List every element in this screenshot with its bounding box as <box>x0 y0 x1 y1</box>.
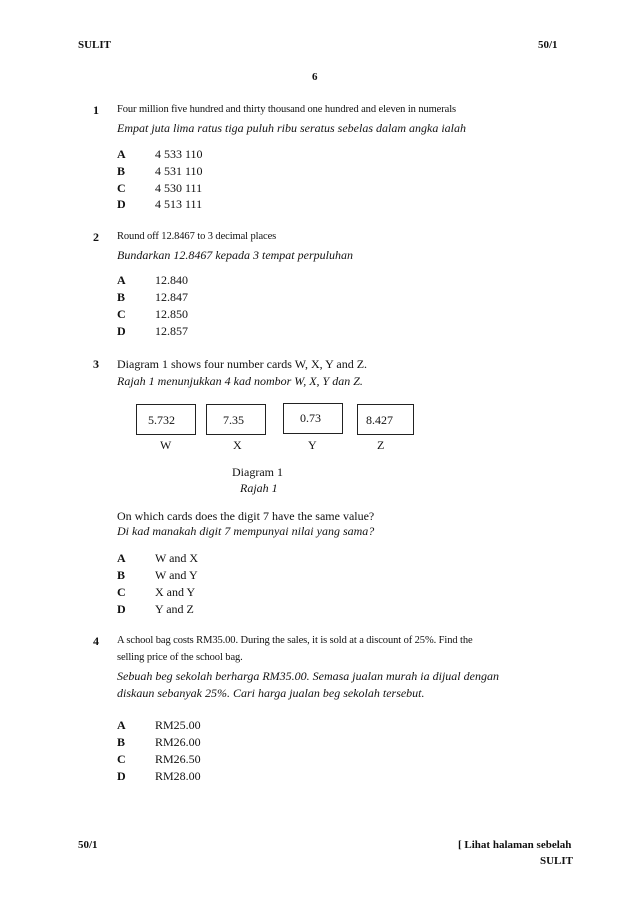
card-label-y: Y <box>308 438 317 452</box>
question-text-en-line2: selling price of the school bag. <box>117 652 243 663</box>
question-text-ms-line1: Sebuah beg sekolah berharga RM35.00. Semasa jualan murah ia dijual dengan <box>117 669 499 683</box>
card-label-x: X <box>233 438 242 452</box>
number-card-z <box>357 404 414 435</box>
card-value: 8.427 <box>366 413 393 427</box>
number-card-y <box>283 403 343 434</box>
footer-next-page: [ Lihat halaman sebelah <box>458 839 572 851</box>
option-letter: C <box>117 307 126 321</box>
card-value: 7.35 <box>223 413 244 427</box>
option-text: 12.857 <box>155 324 188 338</box>
question-number: 2 <box>93 230 99 244</box>
question-number: 1 <box>93 103 99 117</box>
option-text: 4 530 111 <box>155 181 203 195</box>
card-value: 0.73 <box>300 411 321 425</box>
question-text-en-line1: A school bag costs RM35.00. During the sales, it is sold at a discount of 25%. Find the <box>117 635 473 646</box>
diagram-caption: Diagram 1 <box>232 465 283 479</box>
option-text: 12.850 <box>155 307 188 321</box>
question-prompt-en: On which cards does the digit 7 have the same value? <box>117 509 375 523</box>
footer-classification: SULIT <box>540 855 574 867</box>
option-text: RM26.50 <box>155 752 201 766</box>
card-value: 5.732 <box>148 413 175 427</box>
option-letter: D <box>117 769 126 783</box>
option-text: RM26.00 <box>155 735 201 749</box>
card-label-w: W <box>160 438 172 452</box>
footer-paper-code: 50/1 <box>78 839 98 851</box>
option-text: RM28.00 <box>155 769 201 783</box>
diagram-caption-ms: Rajah 1 <box>240 481 278 495</box>
option-text: 12.840 <box>155 273 188 287</box>
page-number: 6 <box>312 71 318 83</box>
question-prompt-ms: Di kad manakah digit 7 mempunyai nilai yang sama? <box>117 524 375 538</box>
question-number: 3 <box>93 357 99 371</box>
option-letter: C <box>117 181 126 195</box>
option-letter: A <box>117 273 126 287</box>
option-letter: A <box>117 551 126 565</box>
option-letter: B <box>117 735 126 749</box>
question-text-ms: Bundarkan 12.8467 kepada 3 tempat perpuluhan <box>117 248 353 262</box>
question-text-en: Round off 12.8467 to 3 decimal places <box>117 231 277 242</box>
option-letter: C <box>117 585 126 599</box>
option-letter: D <box>117 602 126 616</box>
question-text-ms: Rajah 1 menunjukkan 4 kad nombor W, X, Y dan Z. <box>117 374 363 388</box>
option-letter: B <box>117 164 126 178</box>
option-letter: C <box>117 752 126 766</box>
option-text: 4 531 110 <box>155 164 203 178</box>
option-text: 4 513 111 <box>155 197 203 211</box>
number-card-w <box>136 404 196 435</box>
option-text: Y and Z <box>155 602 194 616</box>
option-text: 4 533 110 <box>155 147 203 161</box>
option-letter: D <box>117 324 126 338</box>
option-text: RM25.00 <box>155 718 201 732</box>
number-card-x <box>206 404 266 435</box>
option-text: X and Y <box>155 585 196 599</box>
option-letter: B <box>117 290 126 304</box>
question-number: 4 <box>93 634 99 648</box>
header-classification: SULIT <box>78 39 112 51</box>
option-text: W and X <box>155 551 199 565</box>
option-letter: D <box>117 197 126 211</box>
question-text-ms-line2: diskaun sebanyak 25%. Cari harga jualan beg sekolah tersebut. <box>117 686 425 700</box>
question-text-ms: Empat juta lima ratus tiga puluh ribu seratus sebelas dalam angka ialah <box>117 121 467 135</box>
card-label-z: Z <box>377 438 385 452</box>
option-letter: A <box>117 718 126 732</box>
question-text-en: Four million five hundred and thirty thousand one hundred and eleven in numerals <box>117 104 457 115</box>
option-letter: B <box>117 568 126 582</box>
option-letter: A <box>117 147 126 161</box>
header-paper-code: 50/1 <box>538 39 558 51</box>
question-text-en: Diagram 1 shows four number cards W, X, Y and Z. <box>117 357 368 371</box>
option-text: W and Y <box>155 568 198 582</box>
option-text: 12.847 <box>155 290 188 304</box>
